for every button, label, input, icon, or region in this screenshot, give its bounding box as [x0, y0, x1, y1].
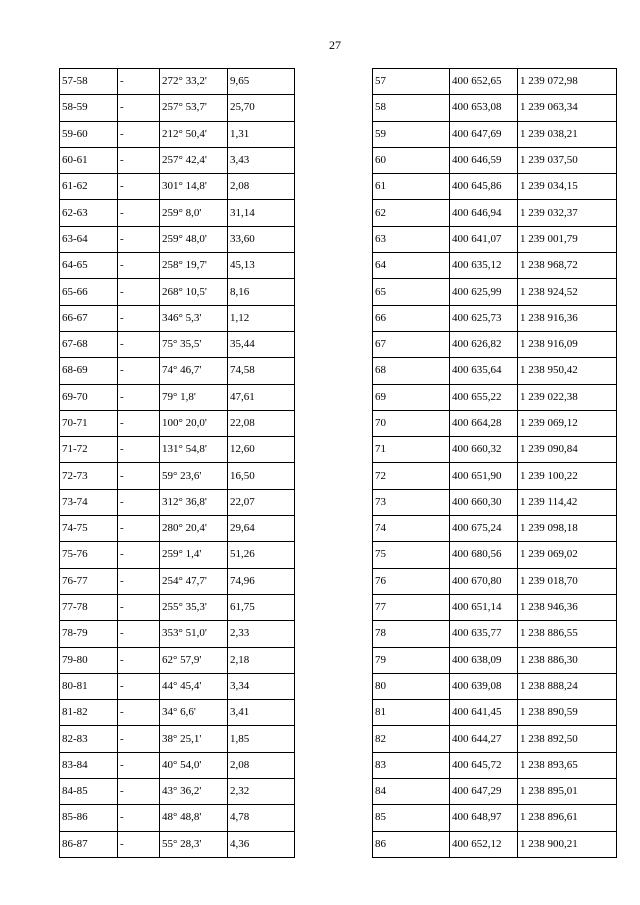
distance-cell: 3,34	[228, 673, 295, 699]
y-coordinate-cell: 1 238 886,30	[518, 647, 617, 673]
dash-cell: -	[118, 279, 160, 305]
bearing-cell: 38° 25,1'	[160, 726, 228, 752]
bearing-cell: 257° 42,4'	[160, 147, 228, 173]
table-row	[60, 437, 295, 463]
distance-cell: 1,31	[228, 121, 295, 147]
y-coordinate-cell: 1 239 063,34	[518, 95, 617, 121]
segment-cell: 58-59	[60, 95, 118, 121]
table-row	[60, 647, 295, 673]
point-number-cell: 85	[373, 805, 450, 831]
table-row	[373, 700, 617, 726]
x-coordinate-cell: 400 625,73	[450, 305, 518, 331]
x-coordinate-cell: 400 675,24	[450, 516, 518, 542]
dash-cell: -	[118, 226, 160, 252]
distance-cell: 47,61	[228, 384, 295, 410]
table-row	[373, 95, 617, 121]
x-coordinate-cell: 400 652,65	[450, 69, 518, 95]
table-row	[60, 410, 295, 436]
x-coordinate-cell: 400 670,80	[450, 568, 518, 594]
x-coordinate-cell: 400 625,99	[450, 279, 518, 305]
dash-cell: -	[118, 752, 160, 778]
distance-cell: 61,75	[228, 594, 295, 620]
bearing-cell: 280° 20,4'	[160, 516, 228, 542]
table-row	[60, 69, 295, 95]
bearing-cell: 55° 28,3'	[160, 831, 228, 857]
table-row	[60, 226, 295, 252]
table-row	[373, 489, 617, 515]
bearing-cell: 312° 36,8'	[160, 489, 228, 515]
point-number-cell: 65	[373, 279, 450, 305]
y-coordinate-cell: 1 239 038,21	[518, 121, 617, 147]
y-coordinate-cell: 1 239 069,12	[518, 410, 617, 436]
dash-cell: -	[118, 647, 160, 673]
segment-cell: 80-81	[60, 673, 118, 699]
x-coordinate-cell: 400 638,09	[450, 647, 518, 673]
point-number-cell: 74	[373, 516, 450, 542]
x-coordinate-cell: 400 646,94	[450, 200, 518, 226]
dash-cell: -	[118, 542, 160, 568]
dash-cell: -	[118, 700, 160, 726]
y-coordinate-cell: 1 238 895,01	[518, 779, 617, 805]
dash-cell: -	[118, 726, 160, 752]
y-coordinate-cell: 1 239 090,84	[518, 437, 617, 463]
bearing-cell: 353° 51,0'	[160, 621, 228, 647]
bearing-cell: 346° 5,3'	[160, 305, 228, 331]
table-row	[373, 305, 617, 331]
y-coordinate-cell: 1 238 946,36	[518, 594, 617, 620]
point-number-cell: 78	[373, 621, 450, 647]
x-coordinate-cell: 400 651,90	[450, 463, 518, 489]
x-coordinate-cell: 400 664,28	[450, 410, 518, 436]
table-row	[60, 147, 295, 173]
bearing-cell: 131° 54,8'	[160, 437, 228, 463]
dash-cell: -	[118, 568, 160, 594]
distance-cell: 16,50	[228, 463, 295, 489]
bearing-cell: 301° 14,8'	[160, 174, 228, 200]
segment-cell: 83-84	[60, 752, 118, 778]
table-row	[373, 621, 617, 647]
dash-cell: -	[118, 331, 160, 357]
y-coordinate-cell: 1 238 916,36	[518, 305, 617, 331]
segment-cell: 59-60	[60, 121, 118, 147]
dash-cell: -	[118, 673, 160, 699]
table-row	[373, 831, 617, 857]
distance-cell: 45,13	[228, 253, 295, 279]
dash-cell: -	[118, 410, 160, 436]
y-coordinate-cell: 1 238 892,50	[518, 726, 617, 752]
table-row	[373, 279, 617, 305]
table-row	[373, 331, 617, 357]
x-coordinate-cell: 400 641,45	[450, 700, 518, 726]
table-row	[60, 384, 295, 410]
table-row	[373, 542, 617, 568]
distance-cell: 3,41	[228, 700, 295, 726]
y-coordinate-cell: 1 238 888,24	[518, 673, 617, 699]
segment-cell: 75-76	[60, 542, 118, 568]
x-coordinate-cell: 400 635,64	[450, 358, 518, 384]
x-coordinate-cell: 400 655,22	[450, 384, 518, 410]
table-row	[60, 805, 295, 831]
x-coordinate-cell: 400 653,08	[450, 95, 518, 121]
bearing-cell: 43° 36,2'	[160, 779, 228, 805]
table-row	[373, 752, 617, 778]
table-row	[373, 147, 617, 173]
point-number-cell: 84	[373, 779, 450, 805]
dash-cell: -	[118, 384, 160, 410]
segment-cell: 72-73	[60, 463, 118, 489]
segment-cell: 67-68	[60, 331, 118, 357]
distance-cell: 33,60	[228, 226, 295, 252]
segment-cell: 66-67	[60, 305, 118, 331]
table-row	[60, 568, 295, 594]
segment-cell: 57-58	[60, 69, 118, 95]
x-coordinate-cell: 400 641,07	[450, 226, 518, 252]
bearing-cell: 259° 8,0'	[160, 200, 228, 226]
point-number-cell: 67	[373, 331, 450, 357]
distance-cell: 8,16	[228, 279, 295, 305]
point-number-cell: 63	[373, 226, 450, 252]
bearing-cell: 259° 1,4'	[160, 542, 228, 568]
point-number-cell: 59	[373, 121, 450, 147]
segment-table	[59, 68, 295, 858]
table-row	[60, 516, 295, 542]
table-row	[373, 200, 617, 226]
table-row	[60, 358, 295, 384]
bearing-cell: 259° 48,0'	[160, 226, 228, 252]
segment-cell: 65-66	[60, 279, 118, 305]
y-coordinate-cell: 1 239 032,37	[518, 200, 617, 226]
page-number: 27	[329, 38, 341, 52]
table-row	[60, 700, 295, 726]
table-row	[373, 69, 617, 95]
bearing-cell: 44° 45,4'	[160, 673, 228, 699]
point-number-cell: 69	[373, 384, 450, 410]
dash-cell: -	[118, 200, 160, 226]
x-coordinate-cell: 400 660,30	[450, 489, 518, 515]
table-row	[60, 831, 295, 857]
segment-cell: 62-63	[60, 200, 118, 226]
segment-cell: 77-78	[60, 594, 118, 620]
segment-cell: 82-83	[60, 726, 118, 752]
y-coordinate-cell: 1 239 022,38	[518, 384, 617, 410]
table-row	[60, 331, 295, 357]
segment-cell: 79-80	[60, 647, 118, 673]
table-row	[373, 253, 617, 279]
segment-cell: 63-64	[60, 226, 118, 252]
bearing-cell: 74° 46,7'	[160, 358, 228, 384]
point-number-cell: 62	[373, 200, 450, 226]
point-number-cell: 82	[373, 726, 450, 752]
x-coordinate-cell: 400 645,86	[450, 174, 518, 200]
segment-cell: 68-69	[60, 358, 118, 384]
distance-cell: 25,70	[228, 95, 295, 121]
dash-cell: -	[118, 831, 160, 857]
distance-cell: 1,12	[228, 305, 295, 331]
distance-cell: 2,08	[228, 174, 295, 200]
point-number-cell: 66	[373, 305, 450, 331]
y-coordinate-cell: 1 239 100,22	[518, 463, 617, 489]
table-row	[60, 253, 295, 279]
table-row	[60, 279, 295, 305]
point-number-cell: 77	[373, 594, 450, 620]
x-coordinate-cell: 400 651,14	[450, 594, 518, 620]
table-row	[373, 673, 617, 699]
dash-cell: -	[118, 95, 160, 121]
table-row	[373, 226, 617, 252]
distance-cell: 9,65	[228, 69, 295, 95]
distance-cell: 2,33	[228, 621, 295, 647]
segment-cell: 70-71	[60, 410, 118, 436]
dash-cell: -	[118, 516, 160, 542]
table-row	[373, 121, 617, 147]
y-coordinate-cell: 1 238 950,42	[518, 358, 617, 384]
point-number-cell: 75	[373, 542, 450, 568]
table-row	[60, 594, 295, 620]
distance-cell: 2,18	[228, 647, 295, 673]
point-number-cell: 83	[373, 752, 450, 778]
dash-cell: -	[118, 253, 160, 279]
x-coordinate-cell: 400 639,08	[450, 673, 518, 699]
x-coordinate-cell: 400 647,69	[450, 121, 518, 147]
y-coordinate-cell: 1 239 001,79	[518, 226, 617, 252]
bearing-cell: 75° 35,5'	[160, 331, 228, 357]
y-coordinate-cell: 1 239 098,18	[518, 516, 617, 542]
y-coordinate-cell: 1 238 968,72	[518, 253, 617, 279]
table-row	[60, 95, 295, 121]
point-number-cell: 61	[373, 174, 450, 200]
distance-cell: 4,36	[228, 831, 295, 857]
segment-cell: 69-70	[60, 384, 118, 410]
table-row	[60, 673, 295, 699]
point-number-cell: 58	[373, 95, 450, 121]
distance-cell: 4,78	[228, 805, 295, 831]
segment-cell: 86-87	[60, 831, 118, 857]
dash-cell: -	[118, 463, 160, 489]
distance-cell: 3,43	[228, 147, 295, 173]
table-row	[373, 384, 617, 410]
x-coordinate-cell: 400 680,56	[450, 542, 518, 568]
x-coordinate-cell: 400 647,29	[450, 779, 518, 805]
segment-cell: 61-62	[60, 174, 118, 200]
bearing-cell: 272° 33,2'	[160, 69, 228, 95]
y-coordinate-cell: 1 239 069,02	[518, 542, 617, 568]
point-number-cell: 81	[373, 700, 450, 726]
segment-cell: 76-77	[60, 568, 118, 594]
dash-cell: -	[118, 779, 160, 805]
distance-cell: 22,08	[228, 410, 295, 436]
point-number-cell: 70	[373, 410, 450, 436]
x-coordinate-cell: 400 644,27	[450, 726, 518, 752]
x-coordinate-cell: 400 652,12	[450, 831, 518, 857]
x-coordinate-cell: 400 648,97	[450, 805, 518, 831]
bearing-cell: 257° 53,7'	[160, 95, 228, 121]
dash-cell: -	[118, 174, 160, 200]
dash-cell: -	[118, 121, 160, 147]
dash-cell: -	[118, 805, 160, 831]
bearing-cell: 100° 20,0'	[160, 410, 228, 436]
table-row	[60, 121, 295, 147]
y-coordinate-cell: 1 238 886,55	[518, 621, 617, 647]
table-row	[60, 305, 295, 331]
distance-cell: 31,14	[228, 200, 295, 226]
bearing-cell: 48° 48,8'	[160, 805, 228, 831]
bearing-cell: 212° 50,4'	[160, 121, 228, 147]
dash-cell: -	[118, 621, 160, 647]
table-row	[60, 726, 295, 752]
bearing-cell: 258° 19,7'	[160, 253, 228, 279]
dash-cell: -	[118, 358, 160, 384]
bearing-cell: 59° 23,6'	[160, 463, 228, 489]
segment-cell: 81-82	[60, 700, 118, 726]
coordinate-table	[372, 68, 617, 858]
distance-cell: 74,96	[228, 568, 295, 594]
y-coordinate-cell: 1 238 900,21	[518, 831, 617, 857]
table-row	[373, 358, 617, 384]
segment-cell: 85-86	[60, 805, 118, 831]
table-row	[60, 542, 295, 568]
dash-cell: -	[118, 489, 160, 515]
table-row	[373, 805, 617, 831]
y-coordinate-cell: 1 239 037,50	[518, 147, 617, 173]
dash-cell: -	[118, 147, 160, 173]
table-row	[373, 174, 617, 200]
point-number-cell: 76	[373, 568, 450, 594]
point-number-cell: 68	[373, 358, 450, 384]
y-coordinate-cell: 1 239 072,98	[518, 69, 617, 95]
bearing-cell: 62° 57,9'	[160, 647, 228, 673]
table-row	[60, 463, 295, 489]
distance-cell: 29,64	[228, 516, 295, 542]
table-row	[60, 489, 295, 515]
table-row	[373, 410, 617, 436]
point-number-cell: 57	[373, 69, 450, 95]
bearing-cell: 254° 47,7'	[160, 568, 228, 594]
table-row	[373, 516, 617, 542]
bearing-cell: 79° 1,8'	[160, 384, 228, 410]
distance-cell: 74,58	[228, 358, 295, 384]
table-row	[60, 779, 295, 805]
segment-cell: 84-85	[60, 779, 118, 805]
x-coordinate-cell: 400 645,72	[450, 752, 518, 778]
table-row	[373, 779, 617, 805]
table-row	[373, 437, 617, 463]
point-number-cell: 86	[373, 831, 450, 857]
point-number-cell: 64	[373, 253, 450, 279]
y-coordinate-cell: 1 238 916,09	[518, 331, 617, 357]
segment-cell: 74-75	[60, 516, 118, 542]
table-row	[373, 568, 617, 594]
segment-cell: 71-72	[60, 437, 118, 463]
dash-cell: -	[118, 69, 160, 95]
bearing-cell: 34° 6,6'	[160, 700, 228, 726]
point-number-cell: 79	[373, 647, 450, 673]
dash-cell: -	[118, 437, 160, 463]
point-number-cell: 60	[373, 147, 450, 173]
x-coordinate-cell: 400 660,32	[450, 437, 518, 463]
dash-cell: -	[118, 594, 160, 620]
segment-cell: 64-65	[60, 253, 118, 279]
y-coordinate-cell: 1 238 896,61	[518, 805, 617, 831]
x-coordinate-cell: 400 646,59	[450, 147, 518, 173]
distance-cell: 1,85	[228, 726, 295, 752]
table-row	[373, 647, 617, 673]
table-row	[373, 463, 617, 489]
distance-cell: 12,60	[228, 437, 295, 463]
x-coordinate-cell: 400 635,77	[450, 621, 518, 647]
distance-cell: 2,08	[228, 752, 295, 778]
distance-cell: 51,26	[228, 542, 295, 568]
x-coordinate-cell: 400 626,82	[450, 331, 518, 357]
y-coordinate-cell: 1 239 114,42	[518, 489, 617, 515]
segment-cell: 73-74	[60, 489, 118, 515]
distance-cell: 22,07	[228, 489, 295, 515]
x-coordinate-cell: 400 635,12	[450, 253, 518, 279]
point-number-cell: 71	[373, 437, 450, 463]
bearing-cell: 255° 35,3'	[160, 594, 228, 620]
bearing-cell: 268° 10,5'	[160, 279, 228, 305]
table-row	[373, 594, 617, 620]
table-row	[60, 174, 295, 200]
table-row	[60, 621, 295, 647]
table-row	[373, 726, 617, 752]
distance-cell: 2,32	[228, 779, 295, 805]
point-number-cell: 80	[373, 673, 450, 699]
y-coordinate-cell: 1 238 924,52	[518, 279, 617, 305]
segment-cell: 60-61	[60, 147, 118, 173]
table-row	[60, 200, 295, 226]
y-coordinate-cell: 1 239 018,70	[518, 568, 617, 594]
table-row	[60, 752, 295, 778]
y-coordinate-cell: 1 239 034,15	[518, 174, 617, 200]
distance-cell: 35,44	[228, 331, 295, 357]
point-number-cell: 73	[373, 489, 450, 515]
dash-cell: -	[118, 305, 160, 331]
segment-cell: 78-79	[60, 621, 118, 647]
bearing-cell: 40° 54,0'	[160, 752, 228, 778]
point-number-cell: 72	[373, 463, 450, 489]
y-coordinate-cell: 1 238 893,65	[518, 752, 617, 778]
y-coordinate-cell: 1 238 890,59	[518, 700, 617, 726]
